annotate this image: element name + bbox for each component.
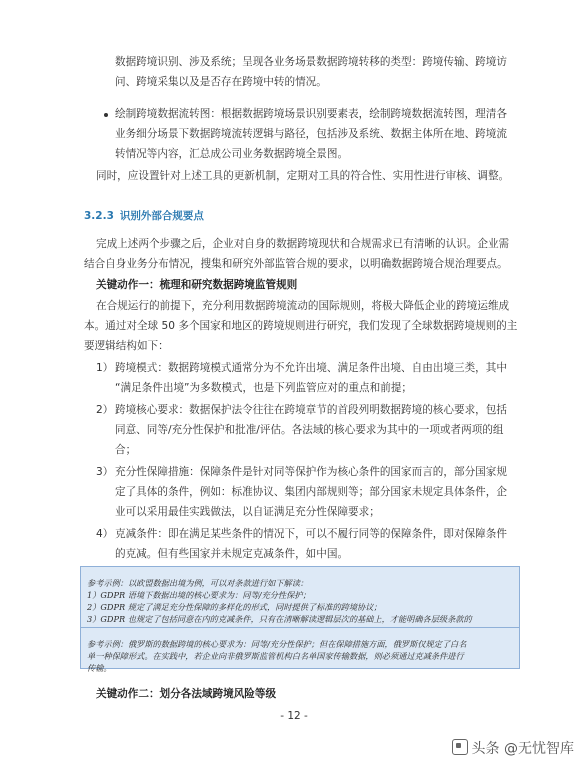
example-line: 单一种保障形式。在实践中，若企业向非俄罗斯监管机构白名单国家传输数据，则必须通过克减条件进行 [87, 651, 464, 662]
example-line: 参考示例：以欧盟数据出境为例，可以对条款进行如下解读： [87, 578, 309, 589]
list-line: 的克减。但有些国家并未规定克减条件，如中国。 [115, 548, 349, 560]
section-number: 3.2.3 [84, 210, 114, 222]
example-line: 1）GDPR 语境下数据出境的核心要求为：同等/充分性保护； [87, 590, 311, 601]
watermark [452, 738, 574, 758]
bullet-line: 转情况等内容，汇总成公司业务数据跨境全景图。 [115, 148, 349, 160]
list-line: “满足条件出境”为多数模式，也是下列监管应对的重点和前提； [115, 382, 413, 394]
list-line: 充分性保障措施：保障条件是针对同等保护作为核心条件的国家而言的，部分国家规 [115, 466, 507, 478]
example-line: 2）GDPR 规定了满足充分性保障的多样化的形式，同时提供了标准的跨境协议； [87, 602, 382, 613]
list-number: 2） [96, 404, 114, 416]
page-number: - 12 - [280, 710, 308, 722]
intro-line: 结合自身业务分布情况，搜集和研究外部监管合规的要求，以明确数据跨境合规治理要点。 [84, 258, 508, 270]
action-body-line: 要逻辑结构如下： [84, 340, 169, 352]
intro-line: 完成上述两个步骤之后，企业对自身的数据跨境现状和合规需求已有清晰的认识。企业需 [96, 238, 510, 250]
paragraph-update: 同时，应设置针对上述工具的更新机制，定期对工具的符合性、实用性进行审核、调整。 [96, 170, 510, 182]
watermark-text: 头条 @无忧智库 [471, 741, 574, 757]
list-line: 跨境核心要求：数据保护法令往往在跨境章节的首段列明数据跨境的核心要求，包括 [115, 404, 507, 416]
example-line: 传输。 [87, 663, 112, 674]
key-action-heading: 关键动作二：划分各法域跨境风险等级 [96, 688, 277, 700]
list-number: 1） [96, 362, 114, 374]
bullet-line: 绘制跨境数据流转图：根据数据跨境场景识别要素表，绘制跨境数据流转图，理清各 [115, 108, 507, 120]
list-number: 4） [96, 528, 114, 540]
example-box-eu [80, 566, 520, 633]
body-line: 数据跨境识别、涉及系统；呈现各业务场景数据跨境转移的类型：跨境传输、跨境访 [115, 56, 507, 68]
list-line: 合； [115, 444, 137, 456]
list-number: 3） [96, 466, 114, 478]
body-line: 问、跨境采集以及是否存在跨境中转的情况。 [115, 76, 327, 88]
list-line: 跨境模式：数据跨境模式通常分为不允许出境、满足条件出境、自由出境三类，其中 [115, 362, 507, 374]
key-action-heading: 关键动作一：梳理和研究数据跨境监管规则 [96, 279, 298, 291]
bullet-line: 业务细分场景下数据跨境流转逻辑与路径，包括涉及系统、数据主体所在地、跨境流 [115, 128, 507, 140]
list-line: 克减条件：即在满足某些条件的情况下，可以不履行同等的保障条件，即对保障条件 [115, 528, 507, 540]
list-line: 定了具体的条件，例如：标准协议、集团内部规则等；部分国家未规定具体条件，企 [115, 486, 507, 498]
example-line: 参考示例：俄罗斯的数据跨境的核心要求为：同等/充分性保护；但在保障措施方面，俄罗斯仅规定了白名 [87, 639, 467, 650]
section-title: 识别外部合规要点 [119, 210, 204, 222]
example-box-russia [80, 627, 520, 674]
list-line: 同意、同等/充分性保护和批准/评估。各法域的核心要求为其中的一项或者两项的组 [115, 424, 504, 436]
list-line: 业可以采用最佳实践做法，以自证满足充分性保障要求； [115, 506, 380, 518]
toutiao-logo-icon [452, 739, 468, 755]
action-body-line: 在合规运行的前提下，充分利用数据跨境流动的国际规则，将极大降低企业的跨境运维成 [96, 300, 510, 312]
example-line: 3）GDPR 也规定了包括同意在内的克减条件，只有在清晰解读逻辑层次的基础上，才能明确各层级条款的 [87, 614, 472, 625]
action-body-line: 本。通过对全球 50 多个国家和地区的跨境规则进行研究，我们发现了全球数据跨境规则的主 [84, 320, 518, 332]
bullet-icon [104, 113, 108, 117]
section-heading [84, 208, 204, 223]
